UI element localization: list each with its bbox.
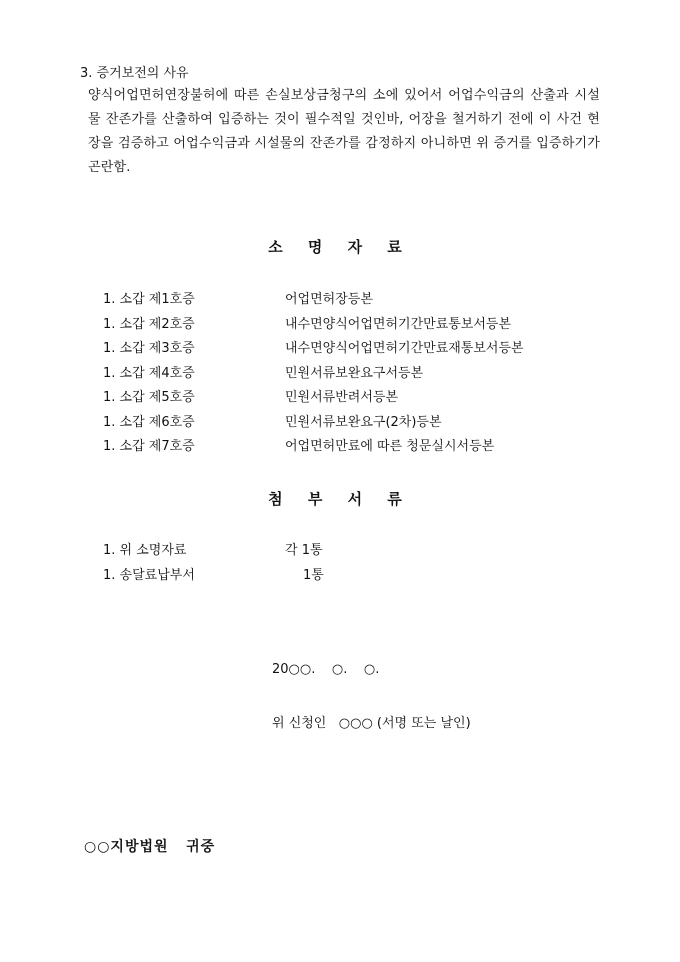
evidence-desc: 어업면허만료에 따른 청문실시서등본 <box>285 439 495 454</box>
attachment-desc: 1통 <box>303 567 324 583</box>
court-addressee: ○○지방법원 귀중 <box>84 839 216 855</box>
evidence-label: 1. 소갑 제7호증 <box>103 439 195 454</box>
evidence-label: 1. 소갑 제6호증 <box>103 414 195 430</box>
evidence-desc: 민원서류보완요구서등본 <box>285 365 424 381</box>
attachment-desc: 각 1통 <box>285 543 323 558</box>
evidence-label: 1. 소갑 제5호증 <box>103 390 195 405</box>
evidence-desc: 내수면양식어업면허기간만료통보서등본 <box>285 316 512 332</box>
evidence-desc: 민원서류보완요구(2차)등본 <box>285 414 442 430</box>
attachment-label: 1. 송달료납부서 <box>103 567 195 583</box>
reason-paragraph: 양식어업면허연장불허에 따른 손실보상금청구의 소에 있어서 어업수익금의 산출과 시설물 잔존가를 산출하여 입증하는 것이 필수적일 것인바, 어장을 철거하기 전에 이 사건 현장을 검증하고 어업수익금과 시설물의 잔존가를 감정하지 아니하면 위 증거를 입증하기가 곤란함. <box>88 88 600 175</box>
evidence-desc: 내수면양식어업면허기간만료재통보서등본 <box>285 341 524 356</box>
evidence-label: 1. 소갑 제4호증 <box>103 365 195 381</box>
evidence-desc: 어업면허장등본 <box>285 292 373 307</box>
evidence-label: 1. 소갑 제1호증 <box>103 292 195 307</box>
attachment-label: 1. 위 소명자료 <box>103 543 187 558</box>
evidence-title: 소 명 자 료 <box>268 238 412 256</box>
evidence-desc: 민원서류반려서등본 <box>285 390 399 405</box>
applicant-signature: 위 신청인 ○○○ (서명 또는 날인) <box>272 716 471 731</box>
filing-date: 20○○. ○. ○. <box>272 662 380 677</box>
attachments-title: 첨 부 서 류 <box>268 490 412 508</box>
evidence-label: 1. 소갑 제2호증 <box>103 316 195 332</box>
evidence-label: 1. 소갑 제3호증 <box>103 341 195 356</box>
section-heading: 3. 증거보전의 사유 <box>80 66 189 81</box>
